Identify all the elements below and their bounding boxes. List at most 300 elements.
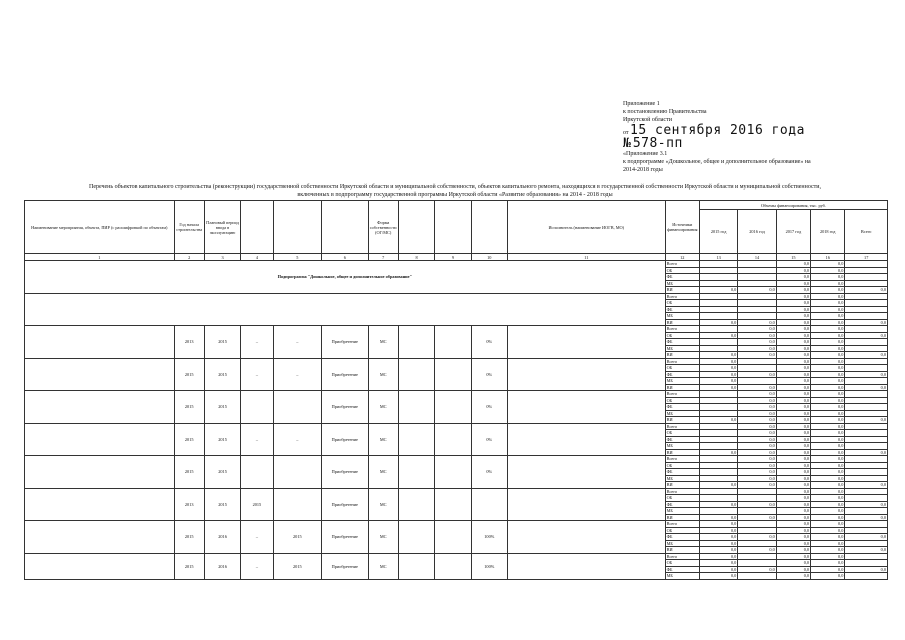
object-name (25, 553, 175, 579)
funding-2017: 0,0 (776, 371, 810, 378)
funding-2017: 0,0 (776, 566, 810, 573)
object-psd (241, 456, 273, 489)
funding-2018: 0,0 (811, 391, 845, 398)
header-funding: Объемы финансирования, тыс. руб. (699, 201, 887, 210)
object-ownership: МС (368, 358, 398, 391)
header-name: Наименование мероприятия, объекта, ПИР (с расшифровкой по объектам) (25, 201, 175, 254)
header-start: Год начала строительства (174, 201, 204, 254)
funding-source: ОБ (665, 365, 699, 372)
object-estimated-cost (398, 521, 434, 554)
header-commission: Плановый период ввода в эксплуатацию (204, 201, 240, 254)
appendix-line: «Приложение 3.1 (623, 151, 668, 157)
funding-source: ВИ (665, 547, 699, 554)
object-readiness: 100% (471, 521, 507, 554)
funding-2016: 0,0 (738, 501, 776, 508)
funding-2015: 0,0 (699, 384, 737, 391)
funding-2015: 0,0 (699, 365, 737, 372)
header-year-2015: 2015 год (699, 210, 737, 254)
funding-source: Всего (665, 391, 699, 398)
object-readiness: 100% (471, 553, 507, 579)
column-number: 13 (699, 254, 737, 261)
funding-2018: 0,0 (811, 436, 845, 443)
funding-2017: 0,0 (776, 326, 810, 333)
funding-source: МБ (665, 573, 699, 580)
funding-source: Всего (665, 293, 699, 300)
funding-total: 0,0 (845, 319, 888, 326)
funding-2018: 0,0 (811, 430, 845, 437)
funding-2016: 0,0 (738, 475, 776, 482)
funding-2018: 0,0 (811, 508, 845, 515)
funding-total: 0,0 (845, 352, 888, 359)
object-balance (435, 553, 471, 579)
funding-2017: 0,0 (776, 319, 810, 326)
object-name (25, 521, 175, 554)
funding-total: 0,0 (845, 501, 888, 508)
funding-2017: 0,0 (776, 534, 810, 541)
funding-2017: 0,0 (776, 482, 810, 489)
appendix-line: Приложение 1 (623, 101, 660, 107)
object-readiness (471, 488, 507, 521)
funding-2017: 0,0 (776, 475, 810, 482)
funding-total (845, 573, 888, 580)
object-work-type: Приобретение (322, 521, 368, 554)
funding-source: ОБ (665, 397, 699, 404)
funding-2015: 0,0 (699, 540, 737, 547)
title-line-2: включенных в подпрограмму государственной программы Иркутской области «Развитие образования» на 2014 - 2018 годы (297, 192, 613, 198)
header-estimated-cost (398, 201, 434, 254)
funding-2015: 0,0 (699, 482, 737, 489)
header-sources: Источники финансирования (665, 201, 699, 254)
funding-2017: 0,0 (776, 488, 810, 495)
funding-source: ВИ (665, 417, 699, 424)
object-state-expertise: 2015 (273, 553, 322, 579)
funding-2018: 0,0 (811, 521, 845, 528)
column-number: 12 (665, 254, 699, 261)
object-start-year: 2015 (174, 456, 204, 489)
column-number: 2 (174, 254, 204, 261)
object-work-type: Приобретение (322, 391, 368, 424)
funding-2018: 0,0 (811, 469, 845, 476)
funding-2016: 0,0 (738, 332, 776, 339)
object-commission-year: 2015 (204, 391, 240, 424)
object-balance (435, 488, 471, 521)
column-number: 10 (471, 254, 507, 261)
object-ownership: МС (368, 521, 398, 554)
header-year-2018: 2018 год (811, 210, 845, 254)
object-name (25, 391, 175, 424)
object-state-expertise: 2015 (273, 521, 322, 554)
funding-source: ОБ (665, 332, 699, 339)
funding-2018: 0,0 (811, 267, 845, 274)
funding-source: ФБ (665, 436, 699, 443)
object-name (25, 488, 175, 521)
funding-2018: 0,0 (811, 462, 845, 469)
funding-2016: 0,0 (738, 384, 776, 391)
column-number: 3 (204, 254, 240, 261)
object-commission-year: 2015 (204, 358, 240, 391)
funding-2018: 0,0 (811, 365, 845, 372)
funding-2017: 0,0 (776, 430, 810, 437)
object-executor (507, 423, 665, 456)
funding-2018: 0,0 (811, 456, 845, 463)
funding-source: ВИ (665, 514, 699, 521)
funding-2018: 0,0 (811, 527, 845, 534)
funding-2016: 0,0 (738, 319, 776, 326)
funding-2016: 0,0 (738, 456, 776, 463)
funding-2018: 0,0 (811, 300, 845, 307)
funding-2016: 0,0 (738, 430, 776, 437)
funding-2017: 0,0 (776, 495, 810, 502)
column-number: 7 (368, 254, 398, 261)
funding-source: МБ (665, 508, 699, 515)
column-number: 16 (811, 254, 845, 261)
funding-2015: 0,0 (699, 573, 737, 580)
handwritten-number: 578-пп (632, 136, 683, 151)
funding-2017: 0,0 (776, 332, 810, 339)
column-number: 4 (241, 254, 273, 261)
funding-source: МБ (665, 378, 699, 385)
column-number: 17 (845, 254, 888, 261)
object-balance (435, 358, 471, 391)
header-ownership: Форма собственности (ОГ/МС) (368, 201, 398, 254)
funding-2018: 0,0 (811, 553, 845, 560)
funding-source: ОБ (665, 430, 699, 437)
object-ownership: МС (368, 391, 398, 424)
object-commission-year: 2015 (204, 423, 240, 456)
funding-2018: 0,0 (811, 274, 845, 281)
funding-2017: 0,0 (776, 293, 810, 300)
funding-source: Всего (665, 456, 699, 463)
appendix-line: Иркутской области (623, 117, 672, 123)
object-work-type: Приобретение (322, 488, 368, 521)
header-total: Всего (845, 210, 888, 254)
funding-2018: 0,0 (811, 423, 845, 430)
funding-2016: 0,0 (738, 339, 776, 346)
funding-2016: 0,0 (738, 436, 776, 443)
funding-source: ФБ (665, 469, 699, 476)
funding-2018: 0,0 (811, 475, 845, 482)
funding-source: ФБ (665, 404, 699, 411)
object-readiness: 0% (471, 391, 507, 424)
main-event-label (25, 293, 666, 326)
funding-2017: 0,0 (776, 352, 810, 359)
object-name (25, 423, 175, 456)
object-balance (435, 391, 471, 424)
object-estimated-cost (398, 358, 434, 391)
funding-source: ФБ (665, 274, 699, 281)
funding-source: МБ (665, 410, 699, 417)
funding-2015: 0,0 (699, 287, 737, 294)
subprogram-label: Подпрограмма "Дошкольное, общее и дополнительное образование" (25, 261, 666, 294)
date-prefix: от (623, 130, 629, 136)
funding-source: ОБ (665, 495, 699, 502)
object-ownership: МС (368, 326, 398, 359)
objects-table-wrap (24, 200, 888, 632)
funding-source: ВИ (665, 449, 699, 456)
funding-2018: 0,0 (811, 573, 845, 580)
funding-2017: 0,0 (776, 443, 810, 450)
object-commission-year: 2016 (204, 553, 240, 579)
column-number: 11 (507, 254, 665, 261)
funding-2016: 0,0 (738, 514, 776, 521)
object-estimated-cost (398, 326, 434, 359)
funding-2017: 0,0 (776, 560, 810, 567)
funding-2018: 0,0 (811, 397, 845, 404)
funding-2018: 0,0 (811, 313, 845, 320)
object-psd: – (241, 326, 273, 359)
funding-2015: 0,0 (699, 566, 737, 573)
funding-2016: 0,0 (738, 534, 776, 541)
object-start-year: 2015 (174, 391, 204, 424)
object-balance (435, 423, 471, 456)
funding-2018: 0,0 (811, 287, 845, 294)
funding-2017: 0,0 (776, 378, 810, 385)
column-number: 9 (435, 254, 471, 261)
funding-2016: 0,0 (738, 462, 776, 469)
object-commission-year: 2015 (204, 488, 240, 521)
funding-2017: 0,0 (776, 573, 810, 580)
funding-2015: 0,0 (699, 358, 737, 365)
funding-2015: 0,0 (699, 371, 737, 378)
funding-2017: 0,0 (776, 404, 810, 411)
funding-2016: 0,0 (738, 449, 776, 456)
funding-2018: 0,0 (811, 345, 845, 352)
column-number: 5 (273, 254, 322, 261)
object-executor (507, 358, 665, 391)
funding-source: ФБ (665, 501, 699, 508)
appendix-block (623, 100, 893, 174)
funding-source: ВИ (665, 319, 699, 326)
object-commission-year: 2015 (204, 456, 240, 489)
funding-2018: 0,0 (811, 319, 845, 326)
funding-total: 0,0 (845, 384, 888, 391)
object-work-type: Приобретение (322, 326, 368, 359)
object-readiness: 0% (471, 423, 507, 456)
funding-2015: 0,0 (699, 547, 737, 554)
funding-2018: 0,0 (811, 352, 845, 359)
funding-2018: 0,0 (811, 540, 845, 547)
funding-2017: 0,0 (776, 547, 810, 554)
funding-2017: 0,0 (776, 287, 810, 294)
header-year-2017: 2017 год (776, 210, 810, 254)
funding-source: Всего (665, 521, 699, 528)
funding-2016: 0,0 (738, 371, 776, 378)
object-work-type: Приобретение (322, 358, 368, 391)
funding-2018: 0,0 (811, 339, 845, 346)
funding-source: ФБ (665, 371, 699, 378)
funding-source: ФБ (665, 534, 699, 541)
funding-2015: 0,0 (699, 378, 737, 385)
object-executor (507, 326, 665, 359)
funding-2017: 0,0 (776, 410, 810, 417)
funding-2018: 0,0 (811, 293, 845, 300)
funding-source: ОБ (665, 267, 699, 274)
funding-2018: 0,0 (811, 326, 845, 333)
funding-source: ФБ (665, 339, 699, 346)
object-estimated-cost (398, 488, 434, 521)
funding-2015: 0,0 (699, 553, 737, 560)
funding-2015: 0,0 (699, 332, 737, 339)
column-number: 1 (25, 254, 175, 261)
header-psd (241, 201, 273, 254)
object-ownership: МС (368, 423, 398, 456)
funding-2016: 0,0 (738, 469, 776, 476)
object-state-expertise (273, 391, 322, 424)
header-readiness (471, 201, 507, 254)
funding-2018: 0,0 (811, 449, 845, 456)
funding-2018: 0,0 (811, 488, 845, 495)
object-start-year: 2015 (174, 358, 204, 391)
object-balance (435, 326, 471, 359)
funding-2017: 0,0 (776, 358, 810, 365)
funding-2017: 0,0 (776, 417, 810, 424)
funding-2015: 0,0 (699, 560, 737, 567)
funding-total: 0,0 (845, 482, 888, 489)
object-state-expertise: – (273, 358, 322, 391)
funding-2015: 0,0 (699, 527, 737, 534)
funding-2015: 0,0 (699, 514, 737, 521)
funding-2017: 0,0 (776, 280, 810, 287)
object-ownership: МС (368, 456, 398, 489)
funding-source: ФБ (665, 306, 699, 313)
funding-2017: 0,0 (776, 501, 810, 508)
funding-2015: 0,0 (699, 352, 737, 359)
appendix-line: к подпрограмме «Дошкольное, общее и дополнительное образование» на (623, 159, 811, 165)
funding-source: МБ (665, 475, 699, 482)
funding-2016: 0,0 (738, 287, 776, 294)
object-name (25, 358, 175, 391)
funding-source: ОБ (665, 462, 699, 469)
column-number: 15 (776, 254, 810, 261)
column-number: 8 (398, 254, 434, 261)
objects-table (24, 200, 888, 580)
number-prefix: № (623, 136, 632, 151)
object-psd (241, 391, 273, 424)
funding-2017: 0,0 (776, 423, 810, 430)
object-name (25, 326, 175, 359)
funding-2018: 0,0 (811, 280, 845, 287)
object-readiness: 0% (471, 326, 507, 359)
header-executor: Исполнитель (наименование ИОГВ, МО) (507, 201, 665, 254)
object-work-type: Приобретение (322, 423, 368, 456)
object-state-expertise (273, 456, 322, 489)
funding-2018: 0,0 (811, 501, 845, 508)
funding-2015: 0,0 (699, 501, 737, 508)
funding-total: 0,0 (845, 287, 888, 294)
object-state-expertise (273, 488, 322, 521)
object-work-type: Приобретение (322, 456, 368, 489)
funding-source: МБ (665, 313, 699, 320)
funding-2018: 0,0 (811, 417, 845, 424)
funding-2018: 0,0 (811, 482, 845, 489)
funding-2018: 0,0 (811, 410, 845, 417)
appendix-number (623, 137, 893, 150)
funding-source: МБ (665, 345, 699, 352)
funding-2017: 0,0 (776, 339, 810, 346)
column-numbers-row (25, 254, 888, 261)
funding-2018: 0,0 (811, 560, 845, 567)
object-commission-year: 2015 (204, 326, 240, 359)
header-year-2016: 2016 год (738, 210, 776, 254)
funding-2017: 0,0 (776, 306, 810, 313)
funding-2017: 0,0 (776, 345, 810, 352)
column-number: 6 (322, 254, 368, 261)
object-executor (507, 391, 665, 424)
object-ownership: МС (368, 553, 398, 579)
document-title (20, 183, 890, 199)
funding-source: ВИ (665, 482, 699, 489)
table-body (25, 254, 888, 580)
funding-2016: 0,0 (738, 391, 776, 398)
funding-2017: 0,0 (776, 313, 810, 320)
funding-source: Всего (665, 358, 699, 365)
funding-2017: 0,0 (776, 508, 810, 515)
funding-total: 0,0 (845, 417, 888, 424)
funding-source: Всего (665, 326, 699, 333)
funding-source: ОБ (665, 300, 699, 307)
funding-source: Всего (665, 553, 699, 560)
object-start-year: 2015 (174, 553, 204, 579)
funding-2018: 0,0 (811, 332, 845, 339)
funding-2017: 0,0 (776, 300, 810, 307)
funding-2018: 0,0 (811, 443, 845, 450)
funding-2015: 0,0 (699, 534, 737, 541)
funding-source: МБ (665, 443, 699, 450)
funding-2016: 0,0 (738, 482, 776, 489)
object-psd: – (241, 358, 273, 391)
funding-2017: 0,0 (776, 267, 810, 274)
funding-2018: 0,0 (811, 404, 845, 411)
object-executor (507, 553, 665, 579)
object-estimated-cost (398, 391, 434, 424)
funding-2018: 0,0 (811, 384, 845, 391)
object-state-expertise: – (273, 423, 322, 456)
funding-source: ФБ (665, 566, 699, 573)
object-balance (435, 521, 471, 554)
funding-source: МБ (665, 280, 699, 287)
funding-source: ВИ (665, 287, 699, 294)
funding-source: Всего (665, 261, 699, 268)
funding-total: 0,0 (845, 449, 888, 456)
object-psd: – (241, 423, 273, 456)
funding-source: МБ (665, 540, 699, 547)
object-start-year: 2015 (174, 423, 204, 456)
funding-2017: 0,0 (776, 449, 810, 456)
funding-source: Всего (665, 488, 699, 495)
funding-2018: 0,0 (811, 358, 845, 365)
funding-source: Всего (665, 423, 699, 430)
funding-2017: 0,0 (776, 527, 810, 534)
funding-2017: 0,0 (776, 456, 810, 463)
funding-2017: 0,0 (776, 436, 810, 443)
funding-2018: 0,0 (811, 534, 845, 541)
object-commission-year: 2016 (204, 521, 240, 554)
funding-2017: 0,0 (776, 462, 810, 469)
object-psd: – (241, 521, 273, 554)
object-work-type: Приобретение (322, 553, 368, 579)
funding-2016: 0,0 (738, 410, 776, 417)
object-start-year: 2013 (174, 488, 204, 521)
funding-2018: 0,0 (811, 378, 845, 385)
header-balance (435, 201, 471, 254)
object-estimated-cost (398, 553, 434, 579)
object-start-year: 2015 (174, 521, 204, 554)
funding-2016: 0,0 (738, 417, 776, 424)
appendix-line: 2014-2018 годы (623, 167, 663, 173)
funding-2017: 0,0 (776, 521, 810, 528)
funding-total: 0,0 (845, 371, 888, 378)
funding-2018: 0,0 (811, 306, 845, 313)
